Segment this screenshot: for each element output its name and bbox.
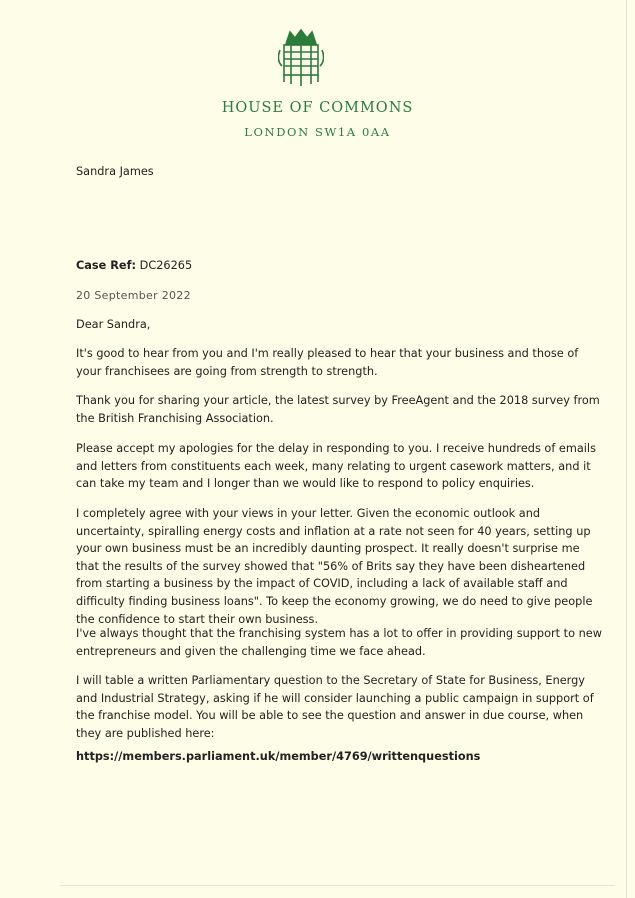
org-address: LONDON SW1A 0AA <box>244 125 391 139</box>
paragraph-line: that the results of the survey showed that "56% of Brits say they have been disheartened <box>76 559 586 573</box>
paragraph-line: can take my team and I longer than we would like to respond to policy enquiries. <box>76 477 535 491</box>
paragraph-line: and letters from constituents each week, many relating to urgent casework matters, and it <box>76 459 591 473</box>
page-edge-bottom <box>60 885 615 886</box>
paragraph-line: and Industrial Strategy, asking if he will consider launching a public campaign in support of <box>76 691 594 705</box>
paragraph-line: I've always thought that the franchising system has a lot to offer in providing support to new <box>76 627 602 640</box>
case-reference <box>76 257 192 274</box>
org-name: HOUSE OF COMMONS <box>221 100 414 116</box>
letter-date: 20 September 2022 <box>76 289 191 302</box>
paragraph-line: I will table a written Parliamentary question to the Secretary of State for Business, Energy <box>76 674 585 687</box>
portcullis-crest-icon <box>278 28 324 90</box>
paragraph-1 <box>76 345 596 380</box>
paragraph-line: your franchisees are going from strength to strength. <box>76 364 378 378</box>
paragraph-line: the confidence to start their own business. <box>76 612 319 626</box>
paragraph-line: I completely agree with your views in your letter. Given the economic outlook and <box>76 507 541 520</box>
paragraph-line: difficulty finding business loans". To keep the economy growing, we do need to give people <box>76 594 593 608</box>
written-questions-link[interactable]: https://members.parliament.uk/member/4769/writtenquestions <box>76 750 481 763</box>
paragraph-line: It's good to hear from you and I'm really pleased to hear that your business and those of <box>76 347 579 360</box>
paragraph-line: Please accept my apologies for the delay in responding to you. I receive hundreds of emails <box>76 442 596 455</box>
paragraph-6 <box>76 672 596 742</box>
paragraph-line: they are published here: <box>76 726 215 740</box>
paragraph-3 <box>76 440 596 493</box>
paragraph-line: from starting a business by the impact of COVID, including a lack of available staff and <box>76 577 568 591</box>
paragraph-line: the franchise model. You will be able to see the question and answer in due course, when <box>76 709 584 723</box>
paragraph-4 <box>76 505 596 628</box>
paragraph-line: uncertainty, spiralling energy costs and inflation at a rate not seen for 40 years, setting up <box>76 524 591 538</box>
paragraph-line: Thank you for sharing your article, the latest survey by FreeAgent and the 2018 survey from <box>76 394 600 407</box>
recipient-name: Sandra James <box>76 165 154 178</box>
case-ref-label: Case Ref: <box>76 259 137 272</box>
salutation: Dear Sandra, <box>76 318 151 331</box>
paragraph-5 <box>76 625 602 660</box>
case-ref-value: DC26265 <box>139 259 193 272</box>
paragraph-line: your own business must be an incredibly daunting prospect. It really doesn't surprise me <box>76 542 580 556</box>
paragraph-2 <box>76 392 600 427</box>
paragraph-line: entrepreneurs and given the challenging time we face ahead. <box>76 644 426 658</box>
paragraph-line: the British Franchising Association. <box>76 411 274 425</box>
